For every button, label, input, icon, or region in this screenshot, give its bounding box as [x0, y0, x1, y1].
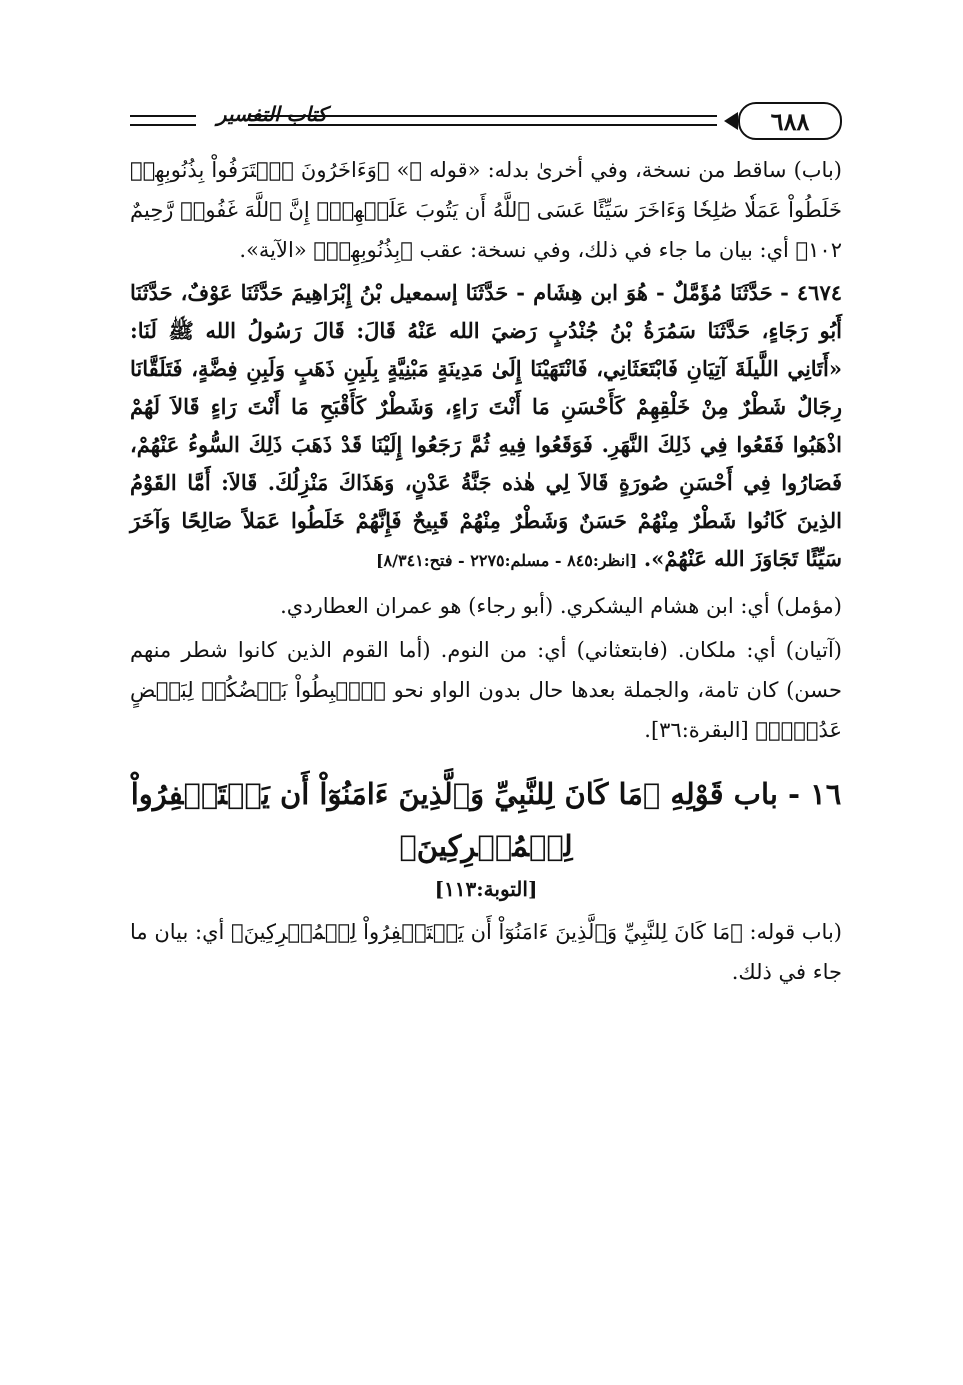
paragraph-commentary-1: (مؤمل) أي: ابن هشام اليشكري. (أبو رجاء) هو عمران العطاردي.	[280, 594, 842, 618]
page-header	[130, 90, 842, 150]
chapter-heading: ١٦ - باب قَوْلِهِ ﴿مَا كَانَ لِلنَّبِيِّ وَٱلَّذِينَ ءَامَنُوٓاْ أَن يَسۡتَغۡفِرُواْ لِلۡمُشۡرِكِينَ﴾	[130, 777, 842, 863]
hadith-text: «أَتَانِي اللَّيلَةَ آتِيَانِ فَابْتَعَثَانِي، فَانْتَهَيْنَا إِلَىٰ مَدِينَةٍ مَبْنِيَّةٍ بِلَبِنِ ذَهَبٍ وَلَبِنِ فِضَّةٍ، فَتَلَقَّانَا رِجَالٌ شَطْرٌ مِنْ خَلْقِهِمْ كَأَحْسَنِ مَا أَنْتَ رَاءٍ، وَشَطْرٌ كَأَقْبَحِ مَا أَنْتَ رَاءٍ قَالاَ لَهُمْ اذْهَبُوا فَقَعُوا فِي ذَلِكَ النَّهَرِ. فَوَقَعُوا فِيهِ ثُمَّ رَجَعُوا إِلَيْنَا قَدْ ذَهَبَ ذَلِكَ السُّوءُ عَنْهُمْ، فَصَارُوا فِي أَحْسَنِ صُورَةٍ قَالاَ لِي هٰذه جَنَّةُ عَدْنٍ، وَهَذَاكَ مَنْزِلُكَ. قَالاَ: أَمَّا القَوْمُ الذِينَ كَانُوا شَطْرٌ مِنْهُمْ حَسَنٌ وَشَطْرٌ مِنْهُمْ قَبِيحٌ فَإِنَّهُمْ خَلَطُوا عَمَلاً صَالِحًا وَآخَرَ سَيِّئًا تَجَاوَزَ الله عَنْهُمْ».	[130, 356, 842, 571]
page-number: ٦٨٨	[738, 102, 842, 140]
hadith-block	[130, 274, 842, 578]
header-rule-short	[130, 115, 196, 126]
paragraph-chapter-commentary: (باب قوله: ﴿مَا كَانَ لِلنَّبِيِّ وَٱلَّذِينَ ءَامَنُوٓاْ أَن يَسۡتَغۡفِرُواْ لِلۡمُشۡرِكِينَ﴾ أي: بيان ما جاء في ذلك.	[130, 920, 842, 984]
chapter-reference: [التوبة:١١٣]	[434, 877, 538, 901]
document-page	[130, 90, 842, 996]
hadith-reference: [انظر:٨٤٥ - مسلم:٢٢٧٥ - فتح:٨/٣٤١]	[375, 551, 638, 570]
book-title: كتاب التفسير	[216, 102, 328, 126]
spacer	[130, 578, 842, 586]
paragraph-commentary-2: (آتيان) أي: ملكان. (فابتعثاني) أي: من النوم. (أما القوم الذين كانوا شطر منهم حسن) كان تامة، والجملة بعدها حال بدون الواو نحو ﴿ٱهۡبِطُواْ بَعۡضُكُمۡ لِبَعۡضٍ عَدُوّٞۖ﴾ [البقرة:٣٦].	[130, 638, 842, 742]
paragraph-intro: (باب) ساقط من نسخة، وفي أخرىٰ بدله: «قوله ﷻ» ﴿وَءَاخَرُونَ ٱعۡتَرَفُواْ بِذُنُوبِهِمۡ خَلَطُواْ عَمَلٗا صَٰلِحٗا وَءَاخَرَ سَيِّئًا عَسَى ٱللَّهُ أَن يَتُوبَ عَلَيۡهِمۡۚ إِنَّ ٱللَّهَ غَفُورٞ رَّحِيمٌ ١٠٢﴾ أي: بيان ما جاء في ذلك، وفي نسخة: عقب ﴿بِذُنُوبِهِمۡ﴾ «الآية».	[130, 158, 842, 262]
hadith-chain: حَدَّثَنَا مُؤَمَّلٌ - هُوَ ابن هِشَام - حَدَّثَنَا إسمعيل بْنُ إِبْرَاهِيمَ حَدَّثَنَا عَوْفٌ، حَدَّثَنَا أَبُو رَجَاءٍ، حَدَّثَنَا سَمُرَةُ بْنُ جُنْدُبٍ رَضيَ الله عَنْهُ قَالَ: قَالَ رَسُولُ الله ﷺ لَنَا:	[130, 280, 842, 343]
hadith-number: ٤٦٧٤ -	[780, 280, 843, 305]
